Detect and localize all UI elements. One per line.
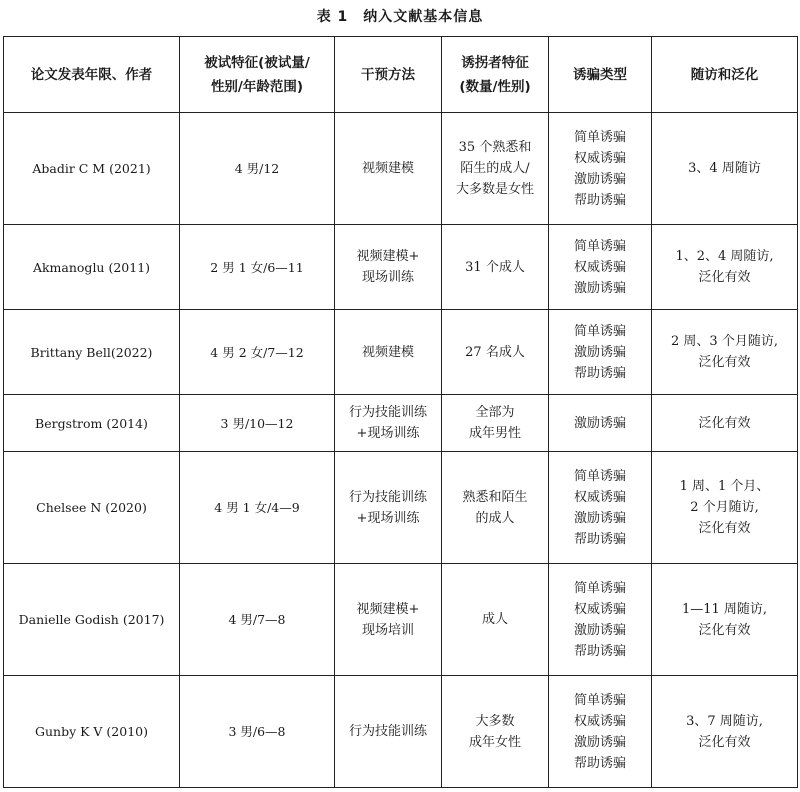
header-subject-features: 被试特征(被试量/ 性别/年龄范围) bbox=[180, 37, 335, 113]
cell-author-year: Bergstrom (2014) bbox=[4, 395, 180, 452]
cell-followup: 1—11 周随访, 泛化有效 bbox=[652, 564, 798, 676]
cell-author-year: Brittany Bell(2022) bbox=[4, 310, 180, 395]
header-intervention: 干预方法 bbox=[335, 37, 442, 113]
cell-intervention: 视频建模+ 现场培训 bbox=[335, 564, 442, 676]
header-row bbox=[4, 37, 798, 113]
cell-abductor-features: 31 个成人 bbox=[442, 225, 549, 310]
cell-subject-features: 3 男/6—8 bbox=[180, 676, 335, 788]
cell-lure-type: 简单诱骗 激励诱骗 帮助诱骗 bbox=[549, 310, 652, 395]
table-row bbox=[4, 452, 798, 564]
cell-lure-type: 简单诱骗 权威诱骗 激励诱骗 帮助诱骗 bbox=[549, 564, 652, 676]
cell-lure-type: 简单诱骗 权威诱骗 激励诱骗 帮助诱骗 bbox=[549, 676, 652, 788]
header-abductor-features: 诱拐者特征 (数量/性别) bbox=[442, 37, 549, 113]
table-row bbox=[4, 225, 798, 310]
cell-intervention: 行为技能训练 +现场训练 bbox=[335, 395, 442, 452]
cell-intervention: 行为技能训练 bbox=[335, 676, 442, 788]
cell-subject-features: 2 男 1 女/6—11 bbox=[180, 225, 335, 310]
cell-intervention: 行为技能训练 +现场训练 bbox=[335, 452, 442, 564]
cell-intervention: 视频建模+ 现场训练 bbox=[335, 225, 442, 310]
table-row bbox=[4, 395, 798, 452]
cell-subject-features: 3 男/10—12 bbox=[180, 395, 335, 452]
cell-abductor-features: 大多数 成年女性 bbox=[442, 676, 549, 788]
cell-followup: 泛化有效 bbox=[652, 395, 798, 452]
table-row bbox=[4, 113, 798, 225]
cell-abductor-features: 熟悉和陌生 的成人 bbox=[442, 452, 549, 564]
cell-author-year: Akmanoglu (2011) bbox=[4, 225, 180, 310]
literature-table bbox=[3, 36, 798, 788]
cell-followup: 2 周、3 个月随访, 泛化有效 bbox=[652, 310, 798, 395]
cell-subject-features: 4 男/12 bbox=[180, 113, 335, 225]
table-row bbox=[4, 564, 798, 676]
cell-intervention: 视频建模 bbox=[335, 310, 442, 395]
cell-abductor-features: 35 个熟悉和 陌生的成人/ 大多数是女性 bbox=[442, 113, 549, 225]
header-lure-type: 诱骗类型 bbox=[549, 37, 652, 113]
cell-author-year: Danielle Godish (2017) bbox=[4, 564, 180, 676]
cell-subject-features: 4 男 1 女/4—9 bbox=[180, 452, 335, 564]
cell-followup: 3、7 周随访, 泛化有效 bbox=[652, 676, 798, 788]
cell-lure-type: 简单诱骗 权威诱骗 激励诱骗 帮助诱骗 bbox=[549, 452, 652, 564]
cell-followup: 1、2、4 周随访, 泛化有效 bbox=[652, 225, 798, 310]
cell-followup: 1 周、1 个月、 2 个月随访, 泛化有效 bbox=[652, 452, 798, 564]
cell-subject-features: 4 男 2 女/7—12 bbox=[180, 310, 335, 395]
cell-author-year: Gunby K V (2010) bbox=[4, 676, 180, 788]
cell-abductor-features: 27 名成人 bbox=[442, 310, 549, 395]
table-row bbox=[4, 676, 798, 788]
cell-followup: 3、4 周随访 bbox=[652, 113, 798, 225]
table-caption: 表 1 纳入文献基本信息 bbox=[316, 9, 484, 25]
cell-lure-type: 激励诱骗 bbox=[549, 395, 652, 452]
header-author-year: 论文发表年限、作者 bbox=[4, 37, 180, 113]
cell-author-year: Chelsee N (2020) bbox=[4, 452, 180, 564]
table-row bbox=[4, 310, 798, 395]
header-followup: 随访和泛化 bbox=[652, 37, 798, 113]
cell-lure-type: 简单诱骗 权威诱骗 激励诱骗 帮助诱骗 bbox=[549, 113, 652, 225]
cell-author-year: Abadir C M (2021) bbox=[4, 113, 180, 225]
cell-abductor-features: 成人 bbox=[442, 564, 549, 676]
cell-lure-type: 简单诱骗 权威诱骗 激励诱骗 bbox=[549, 225, 652, 310]
cell-intervention: 视频建模 bbox=[335, 113, 442, 225]
cell-abductor-features: 全部为 成年男性 bbox=[442, 395, 549, 452]
cell-subject-features: 4 男/7—8 bbox=[180, 564, 335, 676]
